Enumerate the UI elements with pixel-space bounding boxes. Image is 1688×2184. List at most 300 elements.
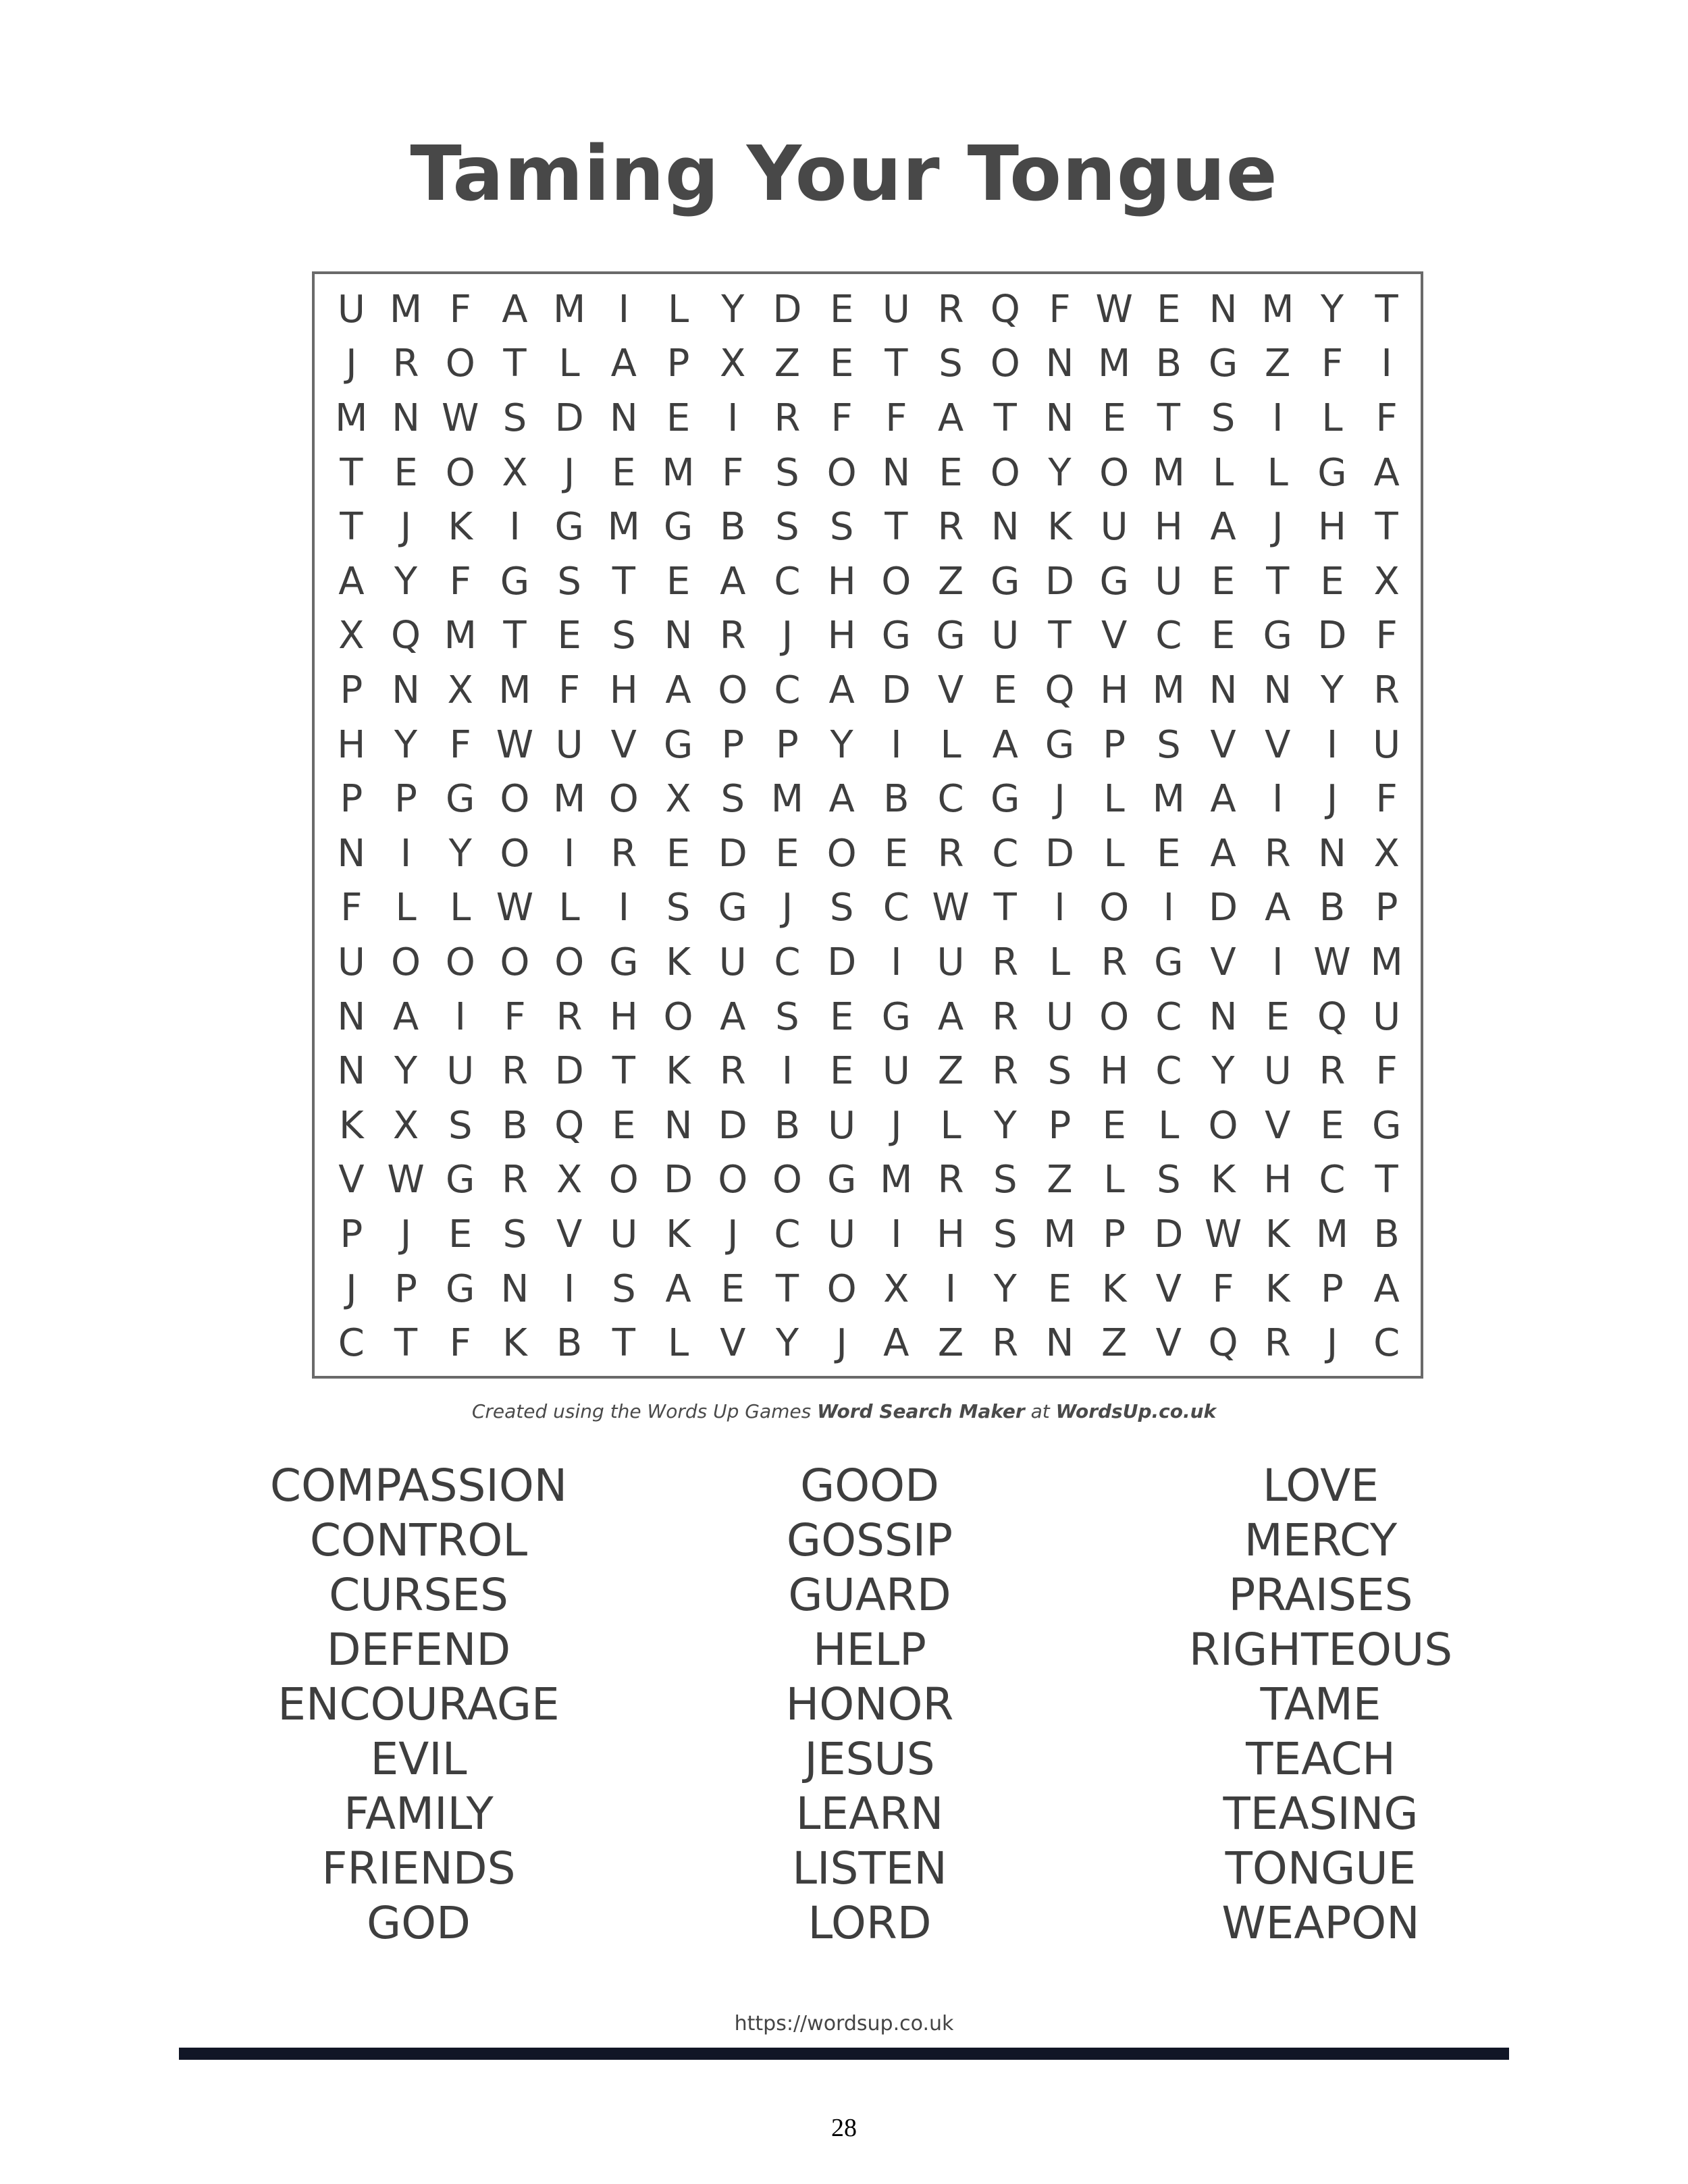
page-number: 28 <box>831 2114 857 2142</box>
word-list-item: HELP <box>813 1624 926 1676</box>
grid-letter: N <box>337 994 366 1039</box>
grid-letter: V <box>338 1158 365 1202</box>
grid-letter: E <box>993 668 1018 712</box>
grid-letter: R <box>719 1049 746 1094</box>
grid-letter: U <box>828 1212 856 1256</box>
grid-letter: O <box>554 940 585 984</box>
grid-letter: C <box>1319 1158 1346 1202</box>
grid-letter: G <box>826 1158 857 1202</box>
grid-letter: F <box>558 668 581 712</box>
grid-letter: E <box>775 831 799 876</box>
grid-letter: L <box>1103 831 1125 876</box>
grid-letter: D <box>663 1158 693 1202</box>
grid-letter: O <box>1099 886 1130 930</box>
grid-letter: Q <box>1045 668 1075 712</box>
grid-letter: S <box>1211 396 1236 440</box>
grid-letter: K <box>1047 505 1072 550</box>
grid-letter: X <box>665 777 691 822</box>
grid-letter: P <box>721 722 745 767</box>
grid-letter: R <box>610 831 637 876</box>
grid-letter: N <box>991 505 1020 550</box>
grid-letter: U <box>555 722 583 767</box>
grid-letter: I <box>1163 886 1175 930</box>
grid-letter: L <box>667 287 689 331</box>
grid-letter: P <box>394 777 417 822</box>
grid-letter: G <box>1263 614 1292 658</box>
grid-letter: U <box>446 1049 475 1094</box>
word-list-item: GOSSIP <box>786 1514 953 1566</box>
grid-letter: F <box>449 722 471 767</box>
grid-letter: J <box>836 1321 847 1366</box>
grid-letter: Q <box>1208 1321 1238 1366</box>
grid-letter: V <box>610 722 637 767</box>
grid-letter: K <box>1101 1267 1127 1311</box>
grid-letter: J <box>346 1267 357 1311</box>
grid-letter: J <box>891 1103 902 1148</box>
grid-letter: J <box>1054 777 1065 822</box>
word-list-item: GOOD <box>800 1460 939 1512</box>
grid-letter: B <box>1155 342 1182 386</box>
grid-letter: F <box>449 287 471 331</box>
grid-letter: I <box>1381 342 1392 386</box>
grid-letter: Q <box>391 614 421 658</box>
grid-letter: J <box>727 1212 739 1256</box>
word-list-item: ENCOURAGE <box>278 1678 560 1730</box>
grid-letter: L <box>1103 777 1125 822</box>
grid-letter: T <box>1266 559 1290 604</box>
grid-letter: E <box>720 1267 745 1311</box>
word-list-item: TEACH <box>1246 1733 1396 1785</box>
grid-letter: J <box>1326 777 1338 822</box>
grid-letter: R <box>1264 1321 1291 1366</box>
grid-letter: L <box>1267 450 1288 495</box>
grid-letter: Q <box>554 1103 585 1148</box>
grid-letter: X <box>502 450 528 495</box>
grid-letter: N <box>1209 668 1238 712</box>
grid-letter: P <box>1375 886 1398 930</box>
grid-letter: M <box>607 505 640 550</box>
grid-letter: G <box>1208 342 1238 386</box>
word-list-item: GOD <box>367 1897 471 1949</box>
grid-letter: V <box>556 1212 583 1256</box>
grid-letter: U <box>610 1212 638 1256</box>
grid-letter: Y <box>775 1321 799 1366</box>
grid-letter: T <box>612 1321 635 1366</box>
credit-maker: Word Search Maker <box>817 1400 1025 1422</box>
grid-letter: A <box>392 994 419 1039</box>
grid-letter: M <box>335 396 368 440</box>
grid-letter: C <box>1155 994 1182 1039</box>
grid-letter: U <box>337 940 365 984</box>
grid-letter: J <box>563 450 575 495</box>
grid-letter: I <box>1271 940 1284 984</box>
grid-letter: O <box>826 450 857 495</box>
grid-letter: K <box>666 940 691 984</box>
word-list-item: LISTEN <box>792 1842 947 1894</box>
grid-letter: I <box>781 1049 793 1094</box>
grid-letter: S <box>939 342 963 386</box>
grid-letter: U <box>1100 505 1128 550</box>
word-list-item: GUARD <box>788 1569 951 1621</box>
grid-letter: E <box>1102 396 1126 440</box>
grid-letter: C <box>774 940 801 984</box>
grid-letter: A <box>937 396 964 440</box>
grid-letter: G <box>881 614 912 658</box>
grid-letter: G <box>718 886 747 930</box>
grid-letter: U <box>882 287 910 331</box>
grid-letter: E <box>557 614 581 658</box>
grid-letter: J <box>346 342 357 386</box>
grid-letter: F <box>1321 342 1344 386</box>
grid-letter: X <box>556 1158 583 1202</box>
grid-letter: D <box>827 940 857 984</box>
grid-letter: T <box>993 396 1017 440</box>
grid-letter: E <box>1211 614 1236 658</box>
grid-letter: S <box>775 994 799 1039</box>
grid-letter: K <box>502 1321 527 1366</box>
grid-letter: A <box>1373 1267 1400 1311</box>
grid-letter: I <box>1271 777 1284 822</box>
word-list-item: COMPASSION <box>269 1460 568 1512</box>
grid-letter: A <box>1210 831 1236 876</box>
word-list-column-3 <box>1084 1458 1557 1950</box>
grid-letter: E <box>829 342 854 386</box>
grid-letter: O <box>1099 994 1130 1039</box>
grid-letter: V <box>1155 1321 1182 1366</box>
word-list-item: LOVE <box>1262 1460 1379 1512</box>
grid-letter: Q <box>990 287 1020 331</box>
grid-letter: X <box>392 1103 419 1148</box>
grid-letter: Y <box>1320 287 1344 331</box>
grid-letter: N <box>664 1103 693 1148</box>
grid-letter: G <box>1371 1103 1402 1148</box>
grid-letter: S <box>1047 1049 1072 1094</box>
grid-letter: Z <box>937 1049 964 1094</box>
grid-letter: D <box>881 668 911 712</box>
grid-letter: D <box>1045 831 1074 876</box>
grid-letter: E <box>666 831 691 876</box>
grid-letter: R <box>556 994 583 1039</box>
grid-letter: E <box>448 1212 473 1256</box>
footer-url: https://wordsup.co.uk <box>734 2012 954 2035</box>
grid-letter: D <box>1317 614 1347 658</box>
grid-letter: R <box>992 1321 1019 1366</box>
grid-letter: H <box>609 668 638 712</box>
grid-letter: J <box>781 614 793 658</box>
grid-letter: N <box>337 1049 366 1094</box>
grid-letter: A <box>828 777 855 822</box>
grid-letter: M <box>880 1158 913 1202</box>
grid-letter: V <box>1101 614 1128 658</box>
word-list-item: LORD <box>808 1897 932 1949</box>
grid-letter: O <box>608 1158 639 1202</box>
grid-letter: A <box>1210 777 1236 822</box>
grid-letter: E <box>1320 559 1344 604</box>
grid-letter: R <box>1373 668 1400 712</box>
grid-letter: L <box>450 886 471 930</box>
grid-letter: S <box>775 505 799 550</box>
grid-letter: O <box>990 450 1020 495</box>
grid-letter: I <box>563 831 575 876</box>
grid-letter: Y <box>448 831 472 876</box>
grid-letter: M <box>389 287 423 331</box>
grid-letter: C <box>774 559 801 604</box>
grid-letter: H <box>1154 505 1183 550</box>
grid-letter: G <box>1317 450 1347 495</box>
grid-letter: W <box>387 1158 425 1202</box>
grid-letter: D <box>554 1049 584 1094</box>
word-list-item: TEASING <box>1223 1788 1419 1840</box>
grid-letter: C <box>1373 1321 1400 1366</box>
grid-letter: Y <box>1048 450 1072 495</box>
grid-letter: O <box>718 668 748 712</box>
word-list-item: CURSES <box>329 1569 508 1621</box>
grid-letter: P <box>776 722 799 767</box>
grid-letter: R <box>1264 831 1291 876</box>
grid-letter: A <box>665 668 691 712</box>
grid-letter: Y <box>993 1103 1017 1148</box>
grid-letter: Y <box>394 722 418 767</box>
grid-letter: M <box>662 450 695 495</box>
grid-letter: F <box>830 396 853 440</box>
grid-letter: I <box>618 886 630 930</box>
grid-letter: F <box>722 450 744 495</box>
grid-letter: K <box>666 1212 691 1256</box>
grid-letter: B <box>502 1103 528 1148</box>
grid-letter: U <box>1155 559 1183 604</box>
grid-letter: J <box>1271 505 1284 550</box>
grid-letter: D <box>1154 1212 1184 1256</box>
grid-letter: L <box>940 1103 961 1148</box>
grid-letter: U <box>1373 722 1401 767</box>
grid-letter: D <box>718 831 747 876</box>
grid-letter: E <box>829 1049 854 1094</box>
word-list-item: RIGHTEOUS <box>1188 1624 1453 1676</box>
grid-letter: N <box>1045 1321 1074 1366</box>
grid-letter: S <box>829 505 854 550</box>
grid-letter: T <box>885 342 908 386</box>
grid-letter: C <box>882 886 909 930</box>
grid-letter: L <box>1158 1103 1180 1148</box>
grid-letter: T <box>612 1049 635 1094</box>
grid-letter: M <box>552 287 586 331</box>
grid-letter: H <box>337 722 366 767</box>
grid-letter: U <box>337 287 365 331</box>
word-list-item: EVIL <box>370 1733 467 1785</box>
grid-letter: D <box>554 396 584 440</box>
word-search-grid <box>324 282 1414 1370</box>
grid-letter: O <box>826 831 857 876</box>
grid-letter: T <box>1375 1158 1398 1202</box>
grid-letter: M <box>498 668 531 712</box>
grid-letter: A <box>665 1267 691 1311</box>
grid-letter: R <box>937 287 964 331</box>
grid-letter: O <box>500 777 530 822</box>
grid-letter: G <box>991 559 1020 604</box>
grid-letter: V <box>1155 1267 1182 1311</box>
grid-letter: O <box>990 342 1020 386</box>
grid-letter: P <box>1103 722 1126 767</box>
grid-letter: L <box>1103 1158 1125 1202</box>
grid-letter: Y <box>830 722 853 767</box>
grid-letter: R <box>501 1158 528 1202</box>
grid-letter: E <box>829 287 854 331</box>
grid-letter: L <box>940 722 961 767</box>
grid-letter: N <box>609 396 638 440</box>
word-list-item: TAME <box>1260 1678 1381 1730</box>
grid-letter: E <box>1157 287 1181 331</box>
grid-letter: P <box>1321 1267 1344 1311</box>
footer-divider <box>179 2048 1509 2060</box>
grid-letter: A <box>828 668 855 712</box>
grid-letter: O <box>881 559 912 604</box>
grid-letter: S <box>557 559 581 604</box>
grid-letter: M <box>1315 1212 1349 1256</box>
word-list-item: TONGUE <box>1225 1842 1417 1894</box>
grid-letter: T <box>885 505 908 550</box>
grid-letter: E <box>1102 1103 1126 1148</box>
grid-letter: R <box>719 614 746 658</box>
grid-letter: T <box>1375 287 1398 331</box>
grid-letter: K <box>448 505 473 550</box>
grid-letter: E <box>394 450 418 495</box>
grid-letter: U <box>1263 1049 1292 1094</box>
grid-letter: G <box>663 722 693 767</box>
grid-letter: R <box>937 831 964 876</box>
grid-letter: C <box>1155 1049 1182 1094</box>
grid-letter: G <box>446 777 475 822</box>
grid-letter: G <box>663 505 693 550</box>
grid-letter: G <box>500 559 530 604</box>
grid-letter: G <box>1099 559 1129 604</box>
word-list-item: FRIENDS <box>321 1842 516 1894</box>
grid-letter: R <box>1101 940 1128 984</box>
grid-letter: E <box>1265 994 1290 1039</box>
grid-letter: R <box>937 505 964 550</box>
grid-letter: O <box>445 342 475 386</box>
grid-letter: W <box>496 886 534 930</box>
grid-letter: I <box>563 1267 575 1311</box>
grid-letter: S <box>775 450 799 495</box>
grid-letter: R <box>501 1049 528 1094</box>
grid-letter: G <box>446 1267 475 1311</box>
grid-letter: I <box>618 287 630 331</box>
grid-letter: G <box>991 777 1020 822</box>
grid-letter: I <box>1271 396 1284 440</box>
grid-letter: P <box>1048 1103 1072 1148</box>
grid-letter: T <box>1048 614 1072 658</box>
grid-letter: F <box>885 396 907 440</box>
grid-letter: S <box>993 1212 1018 1256</box>
grid-letter: W <box>932 886 970 930</box>
grid-letter: W <box>442 396 479 440</box>
grid-letter: J <box>1326 1321 1338 1366</box>
grid-letter: V <box>1265 1103 1291 1148</box>
grid-letter: T <box>993 886 1017 930</box>
grid-letter: F <box>449 1321 471 1366</box>
grid-letter: A <box>720 994 746 1039</box>
grid-letter: N <box>1045 342 1074 386</box>
grid-letter: M <box>552 777 586 822</box>
grid-letter: N <box>1045 396 1074 440</box>
grid-letter: E <box>1157 831 1181 876</box>
grid-letter: S <box>502 1212 527 1256</box>
grid-letter: X <box>1373 831 1400 876</box>
grid-letter: P <box>340 1212 363 1256</box>
grid-letter: E <box>939 450 963 495</box>
grid-letter: C <box>937 777 964 822</box>
grid-letter: P <box>1103 1212 1126 1256</box>
grid-letter: L <box>395 886 417 930</box>
word-search-grid-frame <box>312 271 1423 1379</box>
grid-letter: M <box>1152 450 1185 495</box>
word-list-item: JESUS <box>804 1733 935 1785</box>
grid-letter: P <box>340 668 363 712</box>
grid-letter: E <box>1211 559 1236 604</box>
grid-letter: U <box>828 1103 856 1148</box>
grid-letter: T <box>1375 505 1398 550</box>
grid-letter: J <box>781 886 793 930</box>
grid-letter: R <box>774 396 801 440</box>
grid-letter: P <box>340 777 363 822</box>
grid-letter: D <box>1045 559 1074 604</box>
grid-letter: D <box>1208 886 1238 930</box>
word-list-item: HONOR <box>785 1678 954 1730</box>
grid-letter: Q <box>1317 994 1347 1039</box>
word-list-column-1 <box>182 1458 655 1950</box>
grid-letter: O <box>500 940 530 984</box>
grid-letter: O <box>826 1267 857 1311</box>
grid-letter: K <box>1265 1267 1290 1311</box>
grid-letter: F <box>1375 1049 1398 1094</box>
grid-letter: V <box>720 1321 746 1366</box>
grid-letter: E <box>666 559 691 604</box>
grid-letter: B <box>883 777 909 822</box>
grid-letter: E <box>612 450 636 495</box>
grid-letter: B <box>1319 886 1346 930</box>
grid-letter: U <box>882 1049 910 1094</box>
grid-letter: W <box>1313 940 1351 984</box>
grid-letter: R <box>992 994 1019 1039</box>
grid-letter: S <box>829 886 854 930</box>
grid-letter: O <box>772 1158 802 1202</box>
grid-letter: L <box>1049 940 1071 984</box>
grid-letter: R <box>392 342 419 386</box>
grid-letter: M <box>444 614 477 658</box>
grid-letter: C <box>1155 614 1182 658</box>
grid-letter: U <box>1373 994 1401 1039</box>
grid-letter: R <box>1319 1049 1346 1094</box>
grid-letter: E <box>1320 1103 1344 1148</box>
grid-letter: S <box>502 396 527 440</box>
grid-letter: B <box>556 1321 583 1366</box>
grid-letter: T <box>503 342 527 386</box>
grid-letter: Z <box>937 1321 964 1366</box>
grid-letter: T <box>340 450 363 495</box>
word-list-item: PRAISES <box>1228 1569 1413 1621</box>
grid-letter: W <box>1095 287 1133 331</box>
grid-letter: A <box>883 1321 909 1366</box>
grid-letter: I <box>891 722 902 767</box>
grid-letter: C <box>338 1321 365 1366</box>
grid-letter: L <box>1321 396 1343 440</box>
grid-letter: N <box>1318 831 1346 876</box>
grid-letter: U <box>937 940 965 984</box>
grid-letter: F <box>449 559 471 604</box>
grid-letter: U <box>1045 994 1074 1039</box>
grid-letter: N <box>392 396 420 440</box>
grid-letter: O <box>1208 1103 1238 1148</box>
